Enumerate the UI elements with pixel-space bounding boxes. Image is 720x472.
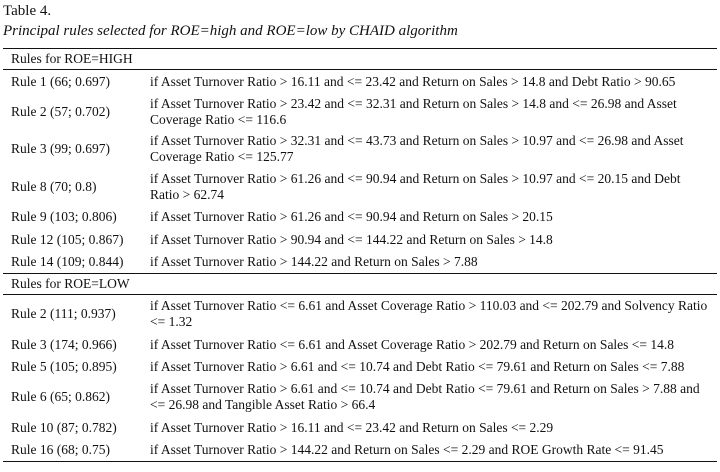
rule-label: Rule 3 (174; 0.966) [11,336,117,352]
rule-condition: if Asset Turnover Ratio > 6.61 and <= 10.74 and Debt Ratio <= 79.61 and Return on Sales > 7.88 and <= 26.98 and Tangible Asset Ratio > 66.4 [150,381,700,412]
rule-condition: if Asset Turnover Ratio > 23.42 and <= 32.31 and Return on Sales > 14.8 and <= 26.98 and Asset Coverage Ratio <= 116.6 [150,95,677,127]
rule-condition: if Asset Turnover Ratio > 144.22 and Return on Sales <= 2.29 and ROE Growth Rate <= 91.45 [150,442,664,457]
rule-label: Rule 6 (65; 0.862) [11,389,110,404]
rule-label: Rule 2 (57; 0.702) [11,103,110,119]
table-row [3,70,717,93]
rule-label: Rule 3 (99; 0.697) [11,141,110,156]
rule-condition: if Asset Turnover Ratio > 90.94 and <= 144.22 and Return on Sales > 14.8 [150,231,553,247]
table-row [3,439,717,461]
rule-condition: if Asset Turnover Ratio > 32.31 and <= 43.73 and Return on Sales > 10.97 and <= 26.98 and Asset Coverage Ratio <= 125.77 [150,133,684,164]
table-row [3,93,717,130]
rule-label: Rule 1 (66; 0.697) [11,73,110,89]
rule-condition: if Asset Turnover Ratio > 61.26 and <= 90.94 and Return on Sales > 20.15 [150,209,553,224]
rule-label: Rule 10 (87; 0.782) [11,419,117,435]
rule-condition: if Asset Turnover Ratio > 144.22 and Return on Sales > 7.88 [150,254,478,269]
rule-condition: if Asset Turnover Ratio <= 6.61 and Asset Coverage Ratio > 110.03 and <= 202.79 and Solvency Ratio <= 1.32 [150,298,708,329]
table-row [3,168,717,206]
rule-label: Rule 5 (105; 0.895) [11,359,117,374]
table-row [3,378,717,416]
section-heading-low: Rules for ROE=LOW [3,273,717,295]
table-row [3,251,717,273]
table-row [3,333,717,356]
rule-label: Rule 8 (70; 0.8) [11,179,97,194]
table-row [3,228,717,251]
rule-condition: if Asset Turnover Ratio > 61.26 and <= 90.94 and Return on Sales > 10.97 and <= 20.15 and Debt Ratio > 62.74 [150,171,681,202]
rule-label: Rule 12 (105; 0.867) [11,231,124,247]
rule-label: Rule 9 (103; 0.806) [11,209,117,224]
rule-label: Rule 14 (109; 0.844) [11,254,124,269]
table-row [3,206,717,228]
table-number: Table 4. [3,3,52,19]
rule-condition: if Asset Turnover Ratio > 16.11 and <= 23.42 and Return on Sales <= 2.29 [150,419,554,435]
table-row [3,416,717,439]
table-row [3,130,717,168]
rule-condition: if Asset Turnover Ratio > 16.11 and <= 23.42 and Return on Sales > 14.8 and Debt Ratio > 90.65 [150,73,676,89]
section-heading-high: Rules for ROE=HIGH [3,49,717,70]
rule-label: Rule 16 (68; 0.75) [11,442,110,457]
rule-condition: if Asset Turnover Ratio > 6.61 and <= 10.74 and Debt Ratio <= 79.61 and Return on Sales <= 7.88 [150,359,685,374]
table-row [3,356,717,378]
rule-condition: if Asset Turnover Ratio <= 6.61 and Asset Coverage Ratio > 202.79 and Return on Sales <= 14.8 [150,336,675,352]
rules-table [3,48,717,462]
rule-label: Rule 2 (111; 0.937) [11,306,116,321]
table-title: Principal rules selected for ROE=high and ROE=low by CHAID algorithm [3,23,458,39]
table-row [3,295,717,333]
